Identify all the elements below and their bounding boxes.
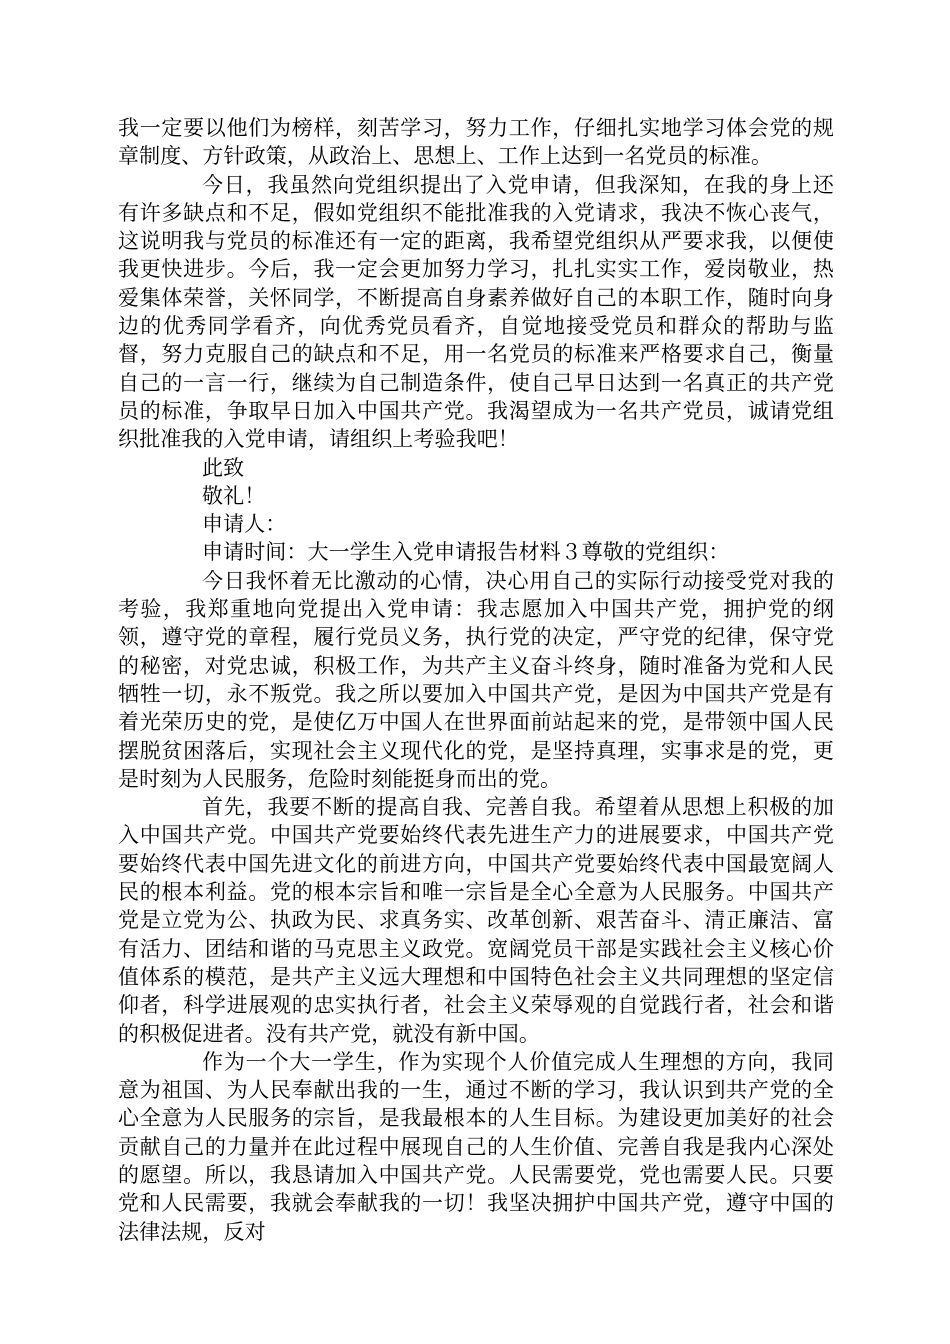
date-line: 申请时间：大一学生入党申请报告材料３尊敬的党组织： (202, 540, 730, 565)
paragraph-1: 我一定要以他们为榜样，刻苦学习，努力工作，仔细扎实地学习体会党的规章制度、方针政策，从政治上、思想上、工作上达到一名党员的标准。 (118, 116, 834, 169)
closing-salutation: 此致 (202, 455, 245, 480)
document-body (118, 114, 834, 1246)
paragraph-5: 作为一个大一学生，作为实现个人价值完成人生理想的方向，我同意为祖国、为人民奉献出我的一生，通过不断的学习，我认识到共产党的全心全意为人民服务的宗旨，是我最根本的人生目标。为建设更加美好的社会贡献自己的力量并在此过程中展现自己的人生价值、完善自我是我内心深处的愿望。所以，我恳请加入中国共产党。人民需要党，党也需要人民。只要党和人民需要，我就会奉献我的一切！我坚决拥护中国共产党，遵守中国的法律法规，反对 (118, 1049, 834, 1244)
closing-regards: 敬礼！ (202, 483, 266, 508)
paragraph-3: 今日我怀着无比激动的心情，决心用自己的实际行动接受党对我的考验，我郑重地向党提出入党申请：我志愿加入中国共产党，拥护党的纲领，遵守党的章程，履行党员义务，执行党的决定，严守党的纪律，保守党的秘密，对党忠诚，积极工作，为共产主义奋斗终身，随时准备为党和人民牺牲一切，永不叛党。我之所以要加入中国共产党，是因为中国共产党是有着光荣历史的党，是使亿万中国人在世界面前站起来的党，是带领中国人民摆脱贫困落后，实现社会主义现代化的党，是坚持真理，实事求是的党，更是时刻为人民服务，危险时刻能挺身而出的党。 (118, 568, 834, 791)
applicant-line: 申请人： (202, 512, 287, 537)
paragraph-2: 今日，我虽然向党组织提出了入党申请，但我深知，在我的身上还有许多缺点和不足，假如党组织不能批准我的入党请求，我决不恢心丧气，这说明我与党员的标准还有一定的距离，我希望党组织从严要求我，以便使我更快进步。今后，我一定会更加努力学习，扎扎实实工作，爱岗敬业，热爱集体荣誉，关怀同学，不断提高自身素养做好自己的本职工作，随时向身边的优秀同学看齐，向优秀党员看齐，自觉地接受党员和群众的帮助与监督，努力克服自己的缺点和不足，用一名党员的标准来严格要求自己，衡量自己的一言一行，继续为自己制造条件，使自己早日达到一名真正的共产党员的标准，争取早日加入中国共产党。我渴望成为一名共产党员，诚请党组织批准我的入党申请，请组织上考验我吧！ (118, 172, 834, 452)
paragraph-4: 首先，我要不断的提高自我、完善自我。希望着从思想上积极的加入中国共产党。中国共产党要始终代表先进生产力的进展要求，中国共产党要始终代表中国先进文化的前进方向，中国共产党要始终代表中国最宽阔人民的根本利益。党的根本宗旨和唯一宗旨是全心全意为人民服务。中国共产党是立党为公、执政为民、求真务实、改革创新、艰苦奋斗、清正廉洁、富有活力、团结和谐的马克思主义政党。宽阔党员干部是实践社会主义核心价值体系的模范，是共产主义远大理想和中国特色社会主义共同理想的坚定信仰者，科学进展观的忠实执行者，社会主义荣辱观的自觉践行者，社会和谐的积极促进者。没有共产党，就没有新中国。 (118, 795, 834, 1046)
